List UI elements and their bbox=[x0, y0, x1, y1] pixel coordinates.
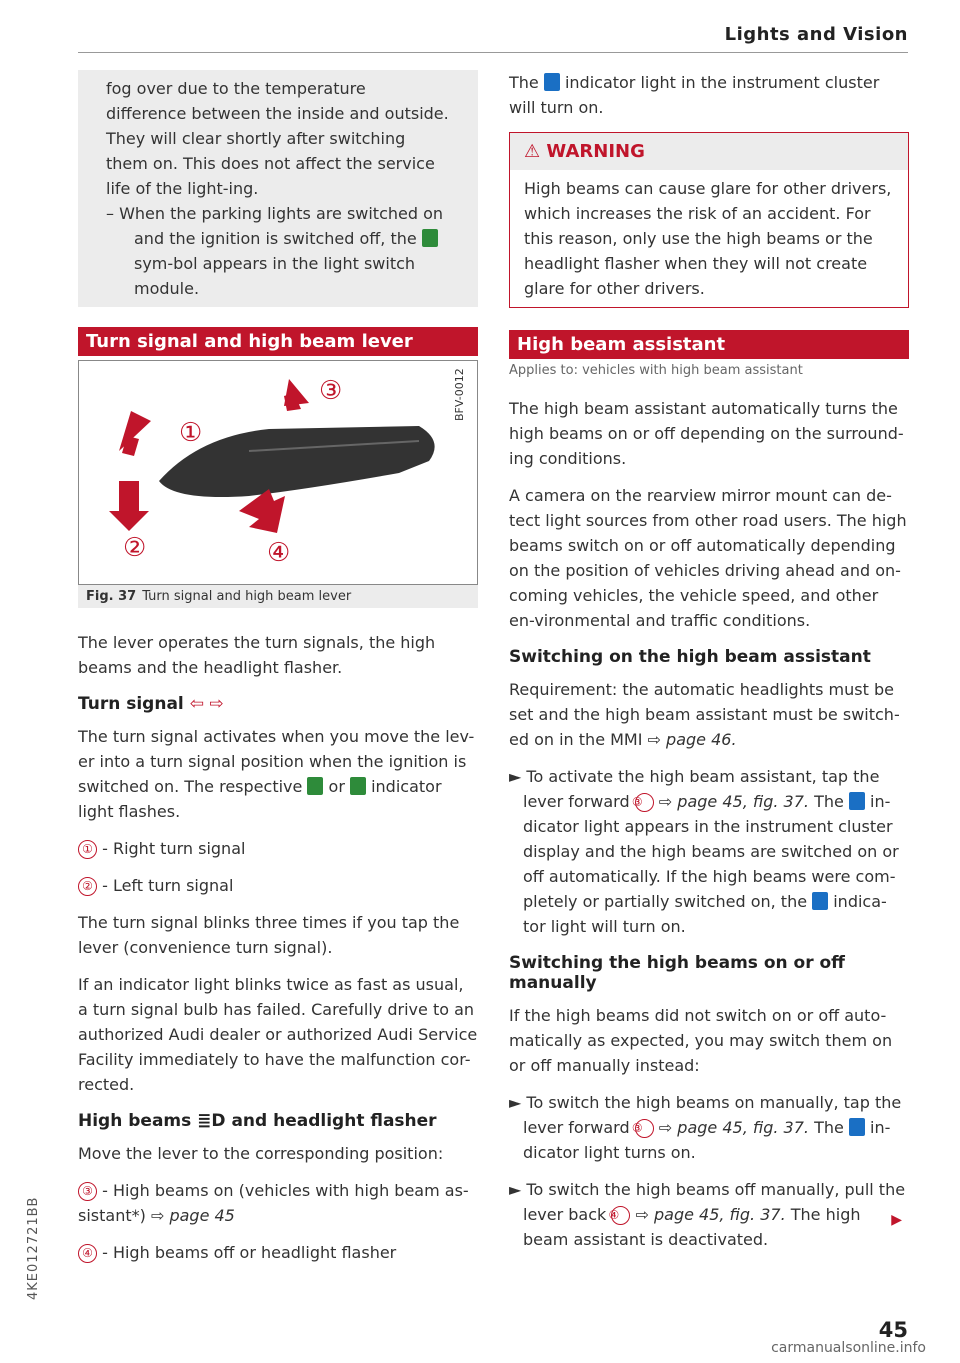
page-number: 45 bbox=[878, 1318, 908, 1342]
turn-signal-heading-text: Turn signal bbox=[78, 694, 184, 714]
item4-text: - High beams off or headlight flasher bbox=[102, 1243, 397, 1262]
callout-1: ① bbox=[179, 418, 203, 448]
callout-4-icon: ④ bbox=[78, 1244, 97, 1263]
ts-p1-or: or bbox=[328, 777, 345, 796]
page-link[interactable]: ⇨ page 45 bbox=[150, 1206, 235, 1225]
turn-signal-symbol-icon: ⇦ ⇨ bbox=[189, 694, 224, 714]
right-column bbox=[509, 70, 909, 1264]
arrow-up-icon bbox=[119, 411, 151, 456]
callout-3-icon: ③ bbox=[635, 793, 654, 812]
arrow-forward-icon bbox=[284, 379, 309, 411]
page-header-title: Lights and Vision bbox=[724, 24, 908, 45]
warning-title: WARNING bbox=[546, 141, 645, 162]
b1-a: ► To activate the high beam assistant, tap the lever forward bbox=[509, 767, 880, 811]
arrow-down-icon bbox=[109, 481, 149, 531]
turn-signal-heading bbox=[78, 694, 478, 714]
callout-1-icon: ① bbox=[78, 840, 97, 859]
b2-c: in-dicator light turns on. bbox=[523, 1118, 891, 1162]
callout-3: ③ bbox=[319, 376, 343, 406]
figure-link[interactable]: ⇨ page 45, fig. 37. bbox=[635, 1205, 786, 1224]
high-beam-indicator-icon bbox=[544, 73, 560, 91]
callout-4: ④ bbox=[267, 538, 291, 568]
p0-b: indicator light in the instrument cluster will turn on. bbox=[509, 73, 880, 117]
warning-triangle-icon: ⚠ bbox=[524, 141, 541, 162]
callout-2: ② bbox=[123, 533, 147, 563]
high-beam-indicator-icon bbox=[812, 892, 828, 910]
figure-link[interactable]: ⇨ page 45, fig. 37. bbox=[658, 1118, 809, 1137]
continued-arrow-icon: ▶ bbox=[891, 1212, 902, 1228]
note-text-2b: sym-bol appears in the light switch module. bbox=[134, 254, 416, 298]
high-beams-heading bbox=[78, 1111, 478, 1131]
item1-text: - Right turn signal bbox=[102, 839, 246, 858]
turn-signal-paragraph-2: The turn signal blinks three times if you tap the lever (convenience turn signal). bbox=[78, 913, 460, 957]
item-high-beams-on bbox=[78, 1178, 478, 1228]
b3-a: ► To switch the high beams off manually, pull the lever back bbox=[509, 1180, 906, 1224]
figure-caption-text: Turn signal and high beam lever bbox=[142, 589, 352, 604]
ts-p1-b: indicator light flashes. bbox=[78, 777, 442, 821]
figure-link[interactable]: ⇨ page 45, fig. 37. bbox=[658, 792, 809, 811]
high-beam-indicator-icon bbox=[849, 1118, 865, 1136]
page-link[interactable]: ⇨ page 46. bbox=[647, 730, 737, 749]
assistant-paragraph-1: The high beam assistant automatically turns the high beams on or off depending on the surround-ing conditions. bbox=[509, 399, 904, 468]
auto-high-beam-indicator-icon bbox=[849, 792, 865, 810]
left-column bbox=[78, 70, 478, 1277]
bullet-manual-off bbox=[509, 1177, 909, 1252]
b2-a: ► To switch the high beams on manually, tap the lever forward bbox=[509, 1093, 902, 1137]
right-indicator-icon bbox=[350, 777, 366, 795]
req-text: Requirement: the automatic headlights must be set and the high beam assistant must be switch-ed on in the MMI bbox=[509, 680, 900, 749]
warning-text: High beams can cause glare for other drivers, which increases the risk of an accident. For this reason, only use the high beams or the headlight flasher when they will not create glare for other drivers. bbox=[524, 179, 892, 298]
callout-3-icon: ③ bbox=[78, 1182, 97, 1201]
note-text-2 bbox=[106, 201, 450, 301]
item-high-beams-off bbox=[78, 1240, 478, 1265]
warning-box bbox=[509, 132, 909, 308]
b1-d: indica-tor light will turn on. bbox=[523, 892, 887, 936]
parking-light-indicator-icon bbox=[422, 229, 438, 247]
ts-p1-a: The turn signal activates when you move the lev-er into a turn signal position when the ignition is switched on. The respective bbox=[78, 727, 475, 796]
turn-signal-paragraph-3: If an indicator light blinks twice as fast as usual, a turn signal bulb has failed. Carefully drive to an authorized Audi dealer or authorized Audi Service Facility immediately to have the malfunction cor-rected. bbox=[78, 975, 478, 1094]
item3-text: - High beams on (vehicles with high beam as-sistant*) bbox=[78, 1181, 469, 1225]
figure-lever bbox=[78, 360, 478, 585]
intro-paragraph: The lever operates the turn signals, the high beams and the headlight flasher. bbox=[78, 633, 436, 677]
figure-label: Fig. 37 bbox=[86, 589, 137, 604]
document-code: 4KE012721BB bbox=[26, 1196, 41, 1300]
high-beam-symbol-icon: ≣D bbox=[197, 1111, 226, 1131]
header-rule bbox=[78, 52, 908, 53]
switching-on-heading: Switching on the high beam assistant bbox=[509, 647, 871, 667]
turn-signal-paragraph-1 bbox=[78, 724, 478, 824]
figure-caption bbox=[78, 585, 478, 608]
manual-heading: Switching the high beams on or off manually bbox=[509, 953, 845, 993]
assistant-paragraph-2: A camera on the rearview mirror mount can de-tect light sources from other road users. The high beams switch on or off automatically depending on the position of vehicles driving ahead and on-coming vehicles, the vehicle speed, and other en-vironmental and traffic conditions. bbox=[509, 486, 907, 630]
watermark[interactable]: carmanualsonline.info bbox=[771, 1340, 926, 1356]
callout-3-icon: ③ bbox=[635, 1119, 654, 1138]
p0-a: The bbox=[509, 73, 539, 92]
indicator-paragraph bbox=[509, 70, 909, 120]
item-right-turn bbox=[78, 836, 478, 861]
bullet-activate bbox=[509, 764, 909, 939]
hb-heading-b: and headlight flasher bbox=[231, 1111, 437, 1131]
applies-to: Applies to: vehicles with high beam assistant bbox=[509, 363, 803, 378]
note-text-1: fog over due to the temperature difference between the inside and outside. They will clear shortly after switching them on. This does not affect the service life of the light-ing. bbox=[106, 79, 449, 198]
high-beams-intro: Move the lever to the corresponding position: bbox=[78, 1144, 444, 1163]
warning-heading bbox=[510, 133, 908, 170]
left-indicator-icon bbox=[307, 777, 323, 795]
callout-2-icon: ② bbox=[78, 877, 97, 896]
b1-c: in-dicator light appears in the instrument cluster display and the high beams are switched on or off automatically. If the high beams were com-pletely or partially switched on, the bbox=[523, 792, 899, 911]
figure-code: BFV-0012 bbox=[453, 368, 466, 421]
note-text-2a: – When the parking lights are switched on and the ignition is switched off, the bbox=[106, 204, 444, 248]
callout-4-icon: ④ bbox=[611, 1206, 630, 1225]
lever-illustration bbox=[79, 361, 477, 584]
item-left-turn bbox=[78, 873, 478, 898]
section-title-turn-signal: Turn signal and high beam lever bbox=[78, 327, 478, 356]
hb-heading-a: High beams bbox=[78, 1111, 192, 1131]
section-title-high-beam-assistant: High beam assistant bbox=[509, 330, 909, 359]
bullet-manual-on bbox=[509, 1090, 909, 1165]
note-box bbox=[78, 70, 478, 307]
requirement-paragraph bbox=[509, 677, 909, 752]
item2-text: - Left turn signal bbox=[102, 876, 234, 895]
manual-paragraph: If the high beams did not switch on or off auto-matically as expected, you may switch them on or off manually instead: bbox=[509, 1006, 893, 1075]
b3-b: The high beam assistant is deactivated. bbox=[523, 1205, 861, 1249]
b2-b: The bbox=[814, 1118, 844, 1137]
b1-b: The bbox=[814, 792, 844, 811]
